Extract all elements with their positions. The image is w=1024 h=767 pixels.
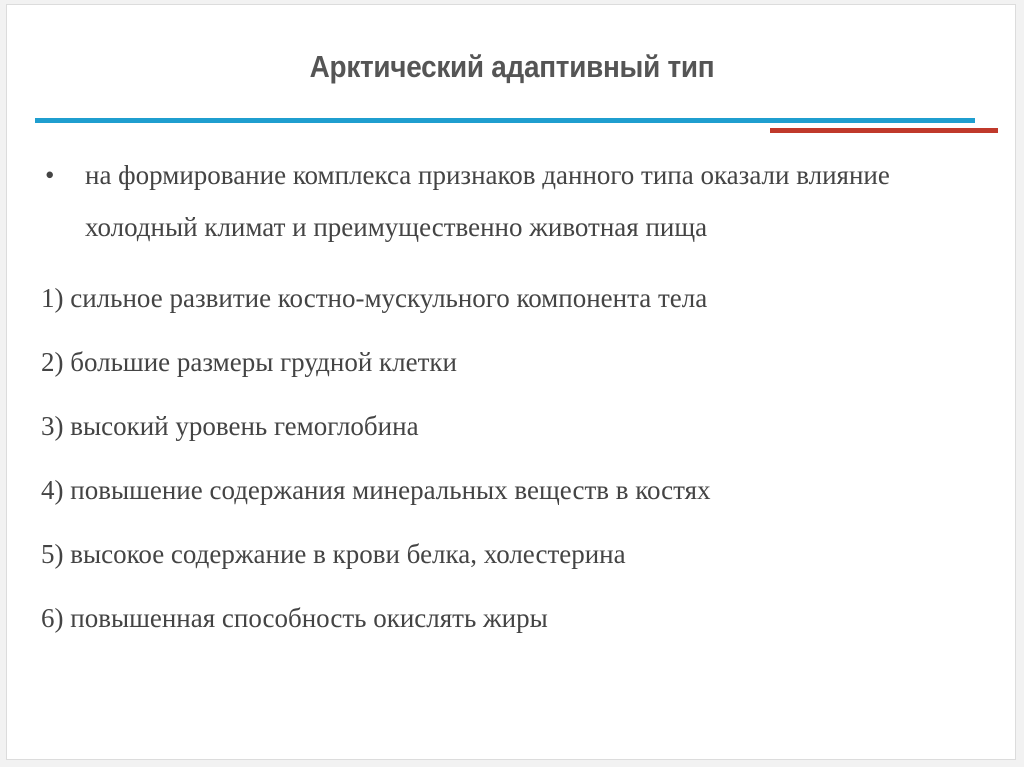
slide — [6, 4, 1016, 760]
list-item-6: 6) повышенная способность окислять жиры — [41, 603, 548, 633]
list-item-3: 3) высокий уровень гемоглобина — [41, 411, 419, 441]
title-underline-blue — [35, 118, 975, 123]
list-item-2: 2) большие размеры грудной клетки — [41, 347, 457, 377]
bullet-point — [41, 149, 991, 253]
list-item-5: 5) высокое содержание в крови белка, холестерина — [41, 539, 626, 569]
title-underline-red — [770, 128, 998, 133]
list-item-4: 4) повышение содержания минеральных веществ в костях — [41, 475, 711, 505]
list-item-1: 1) сильное развитие костно-мускульного компонента тела — [41, 283, 708, 313]
bullet-text: на формирование комплекса признаков данного типа оказали влияние холодный климат и преимущественно животная пища — [85, 160, 890, 242]
bullet-mark: • — [45, 160, 55, 190]
slide-title: Арктический адаптивный тип — [309, 49, 715, 84]
slide-content — [41, 149, 991, 637]
